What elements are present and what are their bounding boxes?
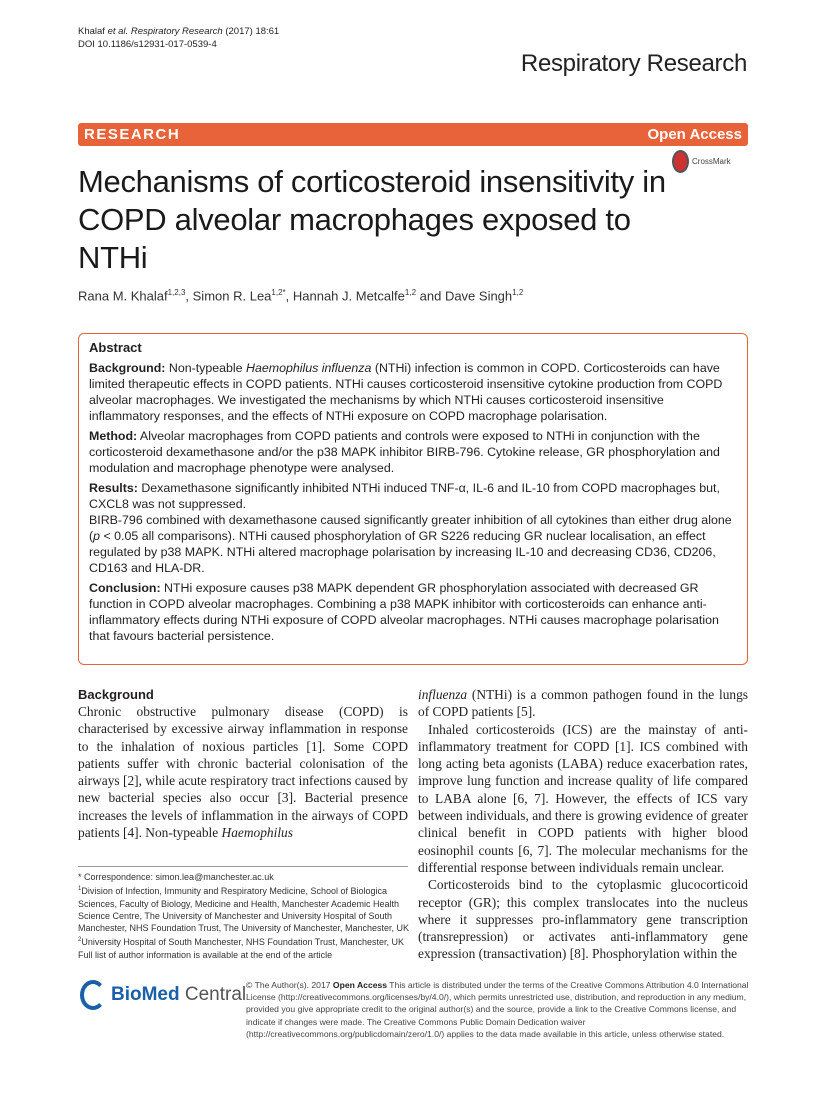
author: Rana M. Khalaf [78, 288, 168, 304]
affiliation: $^1$Division of Infection, Immunity and Respiratory Medicine, School of Biologica Sciences, Faculty of Biology, Medicine and Health, Manchester Academic Health Science Centre, The University of Manchester and University Hospital of South Manchester, NHS Foundation Trust, The University of Manchester, Manchester, UK [78, 886, 409, 934]
abstract-method: Method: Alveolar macrophages from COPD patients and controls were exposed to NTHi in conjunction with the corticosteroid dexamethasone and/or the p38 MAPK inhibitor BIRB-796. Cytokine release, GR phosphorylation and modulation and macrophage phenotype were analysed. [89, 429, 720, 475]
author-info-note: Full list of author information is available at the end of the article [78, 949, 333, 960]
abstract-heading: Abstract [89, 340, 142, 355]
abstract-results: Results: Dexamethasone significantly inhibited NTHi induced TNF-α, IL-6 and IL-10 from COPD macrophages but, CXCL8 was not suppressed. [89, 481, 720, 511]
biomed-logo-icon [80, 980, 106, 1010]
author-list: Rana M. Khalaf$^{1,2,3}$, Simon R. Lea$^{1,2*}$, Hannah J. Metcalfe$^{1,2}$ and Dave Singh$^{1,2}$ [78, 288, 524, 304]
crossmark-button[interactable]: CrossMark [672, 150, 731, 173]
open-access-label: Open Access [647, 126, 742, 143]
body-paragraph: Inhaled corticosteroids (ICS) are the mainstay of anti-inflammatory treatment for COPD [1]. ICS combined with long acting beta agonists (LABA) reduce exacerbation rates, improve lung function and increase quality of life compared to LABA alone [6, 7]. However, the effects of ICS vary between individuals, and there is growing evidence of greater clinical benefit in COPD patients with higher blood eosinophil counts [6, 7]. The molecular mechanisms for the differential response between individuals remain unclear. [418, 721, 748, 875]
citation: Khalaf et al. Respiratory Research (2017) 18:61 [78, 26, 280, 37]
affiliation: $^2$University Hospital of South Manchester, NHS Foundation Trust, Manchester, UK [78, 937, 404, 948]
doi: DOI 10.1186/s12931-017-0539-4 [78, 39, 217, 50]
article-type-bar [78, 123, 748, 146]
body-paragraph: Chronic obstructive pulmonary disease (COPD) is characterised by excessive airway inflammation in response to the inhalation of noxious particles [1]. Some COPD patients suffer with chronic bacterial colonisation of the airways [2], while acute respiratory tract infections caused by new bacterial species also occur [3]. Bacterial presence increases the levels of inflammation in the airways of COPD patients [4]. Non-typeable Haemophilus [78, 704, 408, 841]
biomed-central-logo: BioMed Central [80, 980, 246, 1010]
article-type: RESEARCH [84, 126, 181, 143]
body-paragraph: Corticosteroids bind to the cytoplasmic glucocorticoid receptor (GR); this complex translocates into the nucleus where it suppresses pro-inflammatory gene transcription (transrepression) or activates anti-inflammatory gene expression (transactivation) [8]. Phosphorylation within the [418, 877, 748, 962]
body-right-column [418, 686, 748, 963]
journal-name: Respiratory Research [520, 50, 747, 77]
footnotes [78, 871, 413, 961]
abstract-background: Background: Non-typeable Haemophilus influenza (NTHi) infection is common in COPD. Corticosteroids can have limited therapeutic effects in COPD patients. NTHi causes corticosteroid insensitive cytokine production from COPD alveolar macrophages. We investigated the mechanisms by which NTHi causes corticosteroid insensitive inflammatory responses, and the effects of NTHi exposure on COPD macrophage polarisation. [89, 361, 723, 423]
license-text: © The Author(s). 2017 Open Access This article is distributed under the terms of the Creative Commons Attribution 4.0 International License (http://creativecommons.org/licenses/by/4.0/), which permits unrestricted use, distribution, and reproduction in any medium, provided you give appropriate credit to the original author(s) and the source, provide a link to the Creative Commons license, and indicate if changes were made. The Creative Commons Public Domain Dedication waiver (http://creativecommons.org/publicdomain/zero/1.0/) applies to the data made available in this article, unless otherwise stated. [246, 980, 749, 1039]
correspondence: * Correspondence: simon.lea@manchester.ac.uk [78, 872, 274, 882]
running-header [78, 25, 279, 51]
body-left-column [78, 686, 408, 841]
author: Hannah J. Metcalfe [292, 288, 405, 304]
abstract-results-2: BIRB-796 combined with dexamethasone caused significantly greater inhibition of all cytokines than either drug alone (p < 0.05 all comparisons). NTHi caused phosphorylation of GR S226 reducing GR nuclear localisation, an effect regulated by p38 MAPK. NTHi altered macrophage polarisation by increasing IL-10 and decreasing CD36, CD206, CD163 and HLA-DR. [89, 513, 732, 575]
abstract-conclusion: Conclusion: NTHi exposure causes p38 MAPK dependent GR phosphorylation associated with decreased GR function in COPD alveolar macrophages. Combining a p38 MAPK inhibitor with corticosteroids can enhance anti-inflammatory effects during NTHi exposure of COPD alveolar macrophages. NTHi causes macrophage polarisation that favours bacterial persistence. [89, 581, 719, 643]
author: Simon R. Lea [192, 288, 272, 304]
article-title: Mechanisms of corticosteroid insensitivity in COPD alveolar macrophages exposed to NTHi [78, 164, 666, 275]
body-paragraph: influenza (NTHi) is a common pathogen found in the lungs of COPD patients [5]. [418, 687, 748, 720]
section-heading: Background [78, 687, 154, 702]
footnote-divider [78, 866, 408, 867]
author: Dave Singh [444, 288, 513, 304]
abstract-box [78, 333, 748, 665]
